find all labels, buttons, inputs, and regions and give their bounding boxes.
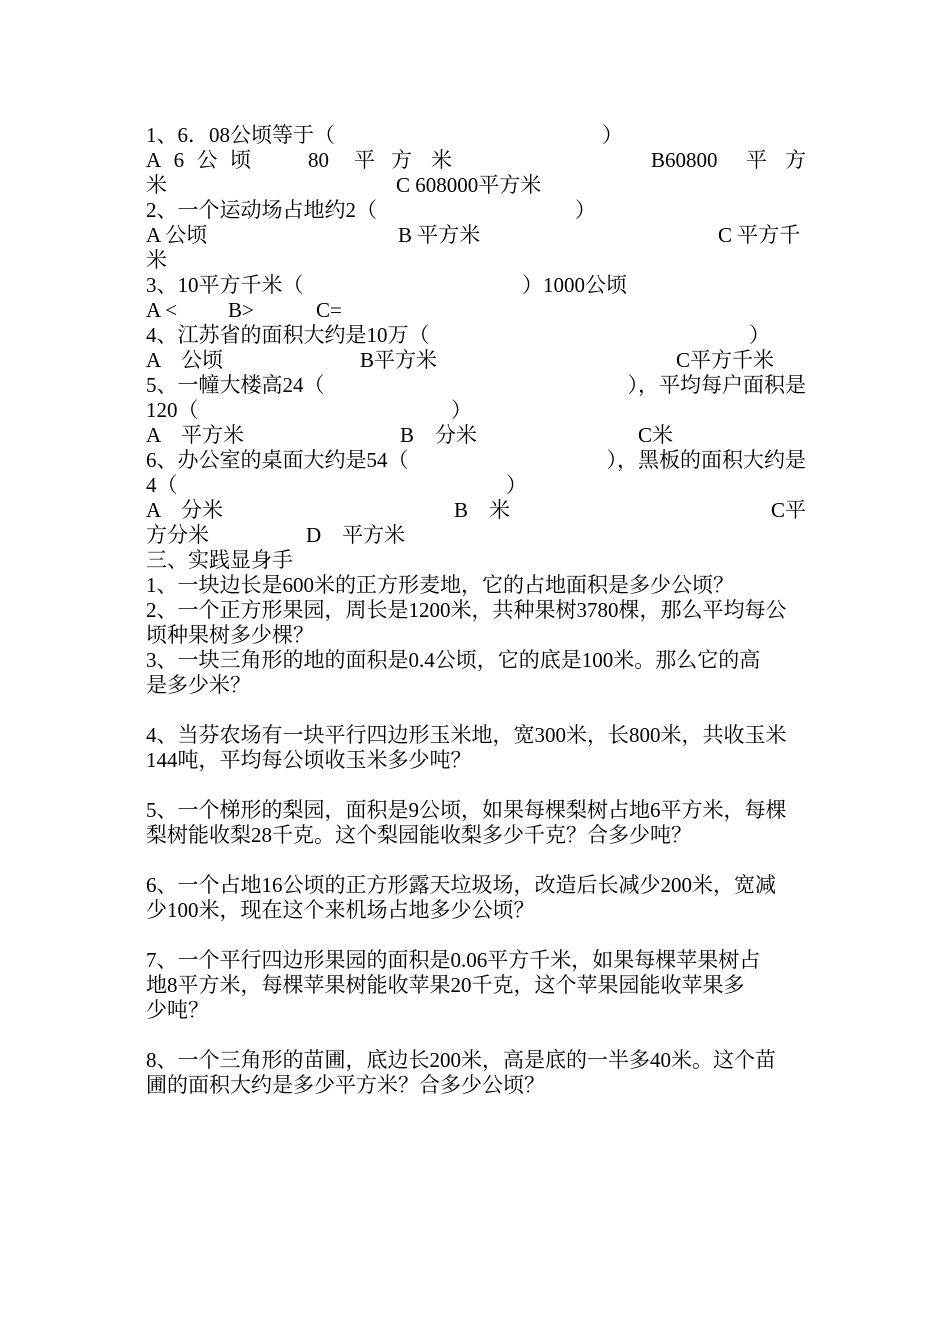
q3-stem: 3、10平方千米（ [146,273,304,297]
q1-option-b: B60800 [651,148,718,172]
q3-stem-line [146,273,806,298]
q3-close: ）1000公顷 [522,273,627,297]
q5-option-b: B 分米 [400,423,478,447]
q6-option-d: D 平方米 [306,523,406,547]
q4-option-a: A 公顷 [146,348,224,372]
q4-option-b: B平方米 [360,348,438,372]
q2-options-line2: 米 [146,248,167,272]
problem-6-line2: 少100米，现在这个来机场占地多少公顷？ [146,898,535,922]
section3-heading: 三、实践显身手 [146,548,293,572]
q6-stem-line [146,448,806,473]
q5-cont: 120（ [146,398,199,422]
q1-option-c: C 608000平方米 [396,173,542,197]
q6-options-line2: 方分米 D 平方米 [146,523,406,547]
q2-option-c: C 平方千 [718,223,801,247]
problem-8-line2: 圃的面积大约是多少平方米？合多少公顷？ [146,1073,545,1097]
q2-option-a: A 公顷 [146,223,208,247]
problem-3-line2: 是多少米？ [146,673,251,697]
q4-option-c: C平方千米 [676,348,775,372]
q5-options-line [146,423,806,448]
problem-8-line1: 8、一个三角形的苗圃，底边长200米，高是底的一半多40米。这个苗 [146,1048,776,1072]
q3-option-c: C= [316,298,342,322]
q4-stem-line [146,323,806,348]
problem-5-line1: 5、一个梯形的梨园，面积是9公顷，如果每棵梨树占地6平方米，每棵 [146,798,787,822]
q2-stem-line [146,198,806,223]
q6-option-b: B 米 [454,498,511,522]
problem-7-line3: 少吨？ [146,998,209,1022]
q1-close: ） [602,123,623,147]
q4-close: ） [749,323,770,347]
q1-options-line2: 米 C 608000平方米 [146,173,542,197]
problem-2-line2: 顷种果树多少棵？ [146,623,314,647]
q2-close: ） [575,198,596,222]
q6-close: ） [506,473,527,497]
problem-5-line2: 梨树能收梨28千克。这个梨园能收梨多少千克？合多少吨？ [146,823,692,847]
q5-option-c: C米 [638,423,674,447]
q2-options-line [146,223,806,248]
q5-option-a: A 平方米 [146,423,245,447]
problem-6-line1: 6、一个占地16公顷的正方形露天垃圾场，改造后长减少200米，宽减 [146,873,776,897]
problem-2-line1: 2、一个正方形果园，周长是1200米，共种果树3780棵，那么平均每公 [146,598,787,622]
q1-stem-line [146,123,806,148]
q1-stem: 1、6．08公顷等于（ [146,123,335,147]
q2-stem: 2、一个运动场占地约2（ [146,198,377,222]
q6-options-line [146,498,806,523]
q5-stem-line2 [146,398,806,423]
q1-option-a-part1: A 6 公 顷 [146,148,251,172]
problem-7-line1: 7、一个平行四边形果园的面积是0.06平方千米，如果每棵苹果树占 [146,948,761,972]
q5-close: ） [451,398,472,422]
problem-4-line2: 144吨，平均每公顷收玉米多少吨？ [146,748,472,772]
q5-middle: ），平均每户面积是 [627,373,806,397]
problem-7-line2: 地8平方米，每棵苹果树能收苹果20千克，这个苹果园能收苹果多 [146,973,745,997]
q6-option-c: C平 [770,498,806,522]
q1-options-line: A 6 公 顷 80 平 方 米 B60800 平 方 [146,148,806,172]
q6-cont: 4（ [146,473,178,497]
problem-4-line1: 4、当芬农场有一块平行四边形玉米地，宽300米，长800米，共收玉米 [146,723,787,747]
q5-stem-line [146,373,806,398]
q6-stem-line2 [146,473,806,498]
q6-option-a: A 分米 [146,498,224,522]
q3-options-line [146,298,806,323]
q3-option-a: A < [146,298,178,322]
q3-option-b: B> [228,298,254,322]
q4-stem: 4、江苏省的面积大约是10万（ [146,323,430,347]
q5-stem: 5、一幢大楼高24（ [146,373,325,397]
q6-stem: 6、办公室的桌面大约是54（ [146,448,409,472]
q4-options-line [146,348,806,373]
q2-option-b: B 平方米 [398,223,481,247]
problem-1: 1、一块边长是600米的正方形麦地，它的占地面积是多少公顷？ [146,573,734,597]
problem-3-line1: 3、一块三角形的地的面积是0.4公顷，它的底是100米。那么它的高 [146,648,761,672]
q6-middle: ），黑板的面积大约是 [606,448,806,472]
